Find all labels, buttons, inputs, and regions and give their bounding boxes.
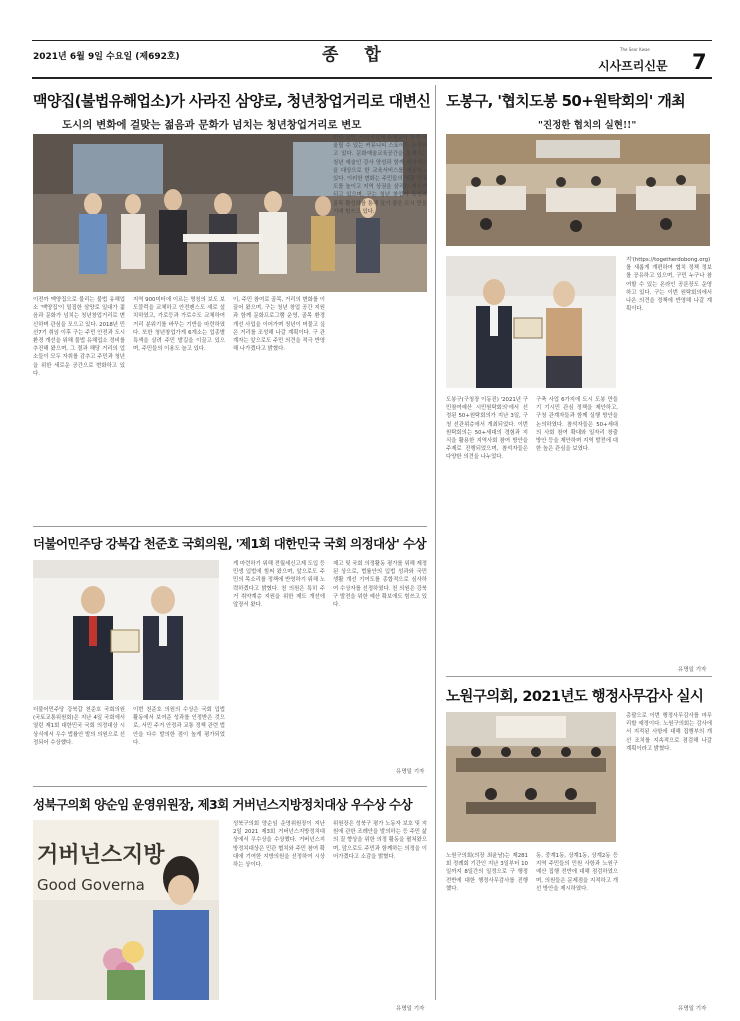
article1-body-col1: 이전까 맥양집으로 불리는 불법 유해업소 '맥양집'이 밀집한 삼양로 일대가 젊음과 문화가 넘치는 청년창업거리로 변신하며 관심을 모으고 있다. 2018년 민선7기 취임 이후 구는 주민 안전과 도시환경 개선을 위해 불법 유해업소 정비를 추진해 왔으며, 그 결과 해당 거리의 업소들이 모두 자취를 감추고 주민과 청년을 위한 새로운 공간으로 변화하고 있다. — [33, 297, 125, 377]
article2-photo-top — [446, 134, 710, 246]
article5-byline: 유명일 기자 — [396, 1006, 425, 1012]
article1-body-col2: 지역 900미터에 이르는 명칭의 보도 보도블럭을 교체하고 안전펜스도 새로 설치하였고, 가로등과 가로수도 교체하여 거리 분위기를 바꾸는 기반을 마련하였다. 또한 청년창업가게 6개소는 업종별 특색을 살려 주민 발길을 이끌고 있으며, 주민들의 이용도 늘고 있다. — [133, 297, 225, 353]
issue-date: 2021년 6월 9일 수요일 (제692호) — [33, 52, 180, 62]
article2-byline: 유명일 기자 — [678, 667, 707, 673]
article2-title: 도봉구, '협치도봉 50+원탁회의' 개최 — [446, 92, 686, 110]
paper-name-small: The Seor Kwae — [620, 47, 650, 52]
article4-body-col1: 노원구의회(의장 최윤남)는 제281회 정례회 기간인 지난 3일부터 10일까지 8일간의 일정으로 구 행정 전반에 대한 행정사무감사를 진행했다. — [446, 853, 528, 892]
paper-name: 시사프리신문 — [598, 59, 668, 73]
article4-byline: 유명일 기자 — [678, 1006, 707, 1012]
article3-title: 더불어민주당 강북갑 천준호 국회의원, '제1회 대한민국 국회 의정대상' 수상 — [33, 536, 426, 551]
article4-title: 노원구의회, 2021년도 행정사무감사 실시 — [446, 689, 704, 705]
article3-body-col1: 이번 천준호 의원의 수상은 국회 입법 활동에서 보여준 성과를 인정받은 것으로, 서민 주거 안정과 교통 정책 관련 법안을 다수 발의한 점이 높게 평가되었다. — [133, 707, 225, 746]
section-divider — [446, 676, 712, 677]
article3-caption: 더불어민주당 강북갑 천준호 국회의원(국토교통위원회)은 지난 4일 국회에서 열린 제1회 대한민국 국회 의정대상 시상식에서 우수 법률안 발의 의원으로 선정되어 수상했다. — [33, 707, 125, 746]
article3-body-col2: 게 마련하기 위해 전월세신고제 도입 등 민생 입법에 힘써 왔으며, 앞으로도 주민의 목소리를 정책에 반영하기 위해 노력하겠다고 밝혔다. 천 의원은 특히 주거 취약계층 지원을 위한 제도 개선에 앞장서 왔다. — [233, 561, 325, 609]
masthead-bottom-rule — [32, 77, 712, 79]
article4-body-col2: 동, 중계1동, 상계1동, 상계2동 등 지역 주민들의 민원 사항과 노원구 예산 집행 전반에 대해 점검하였으며, 의원들은 문제점을 지적하고 개선 방안을 제시하였다. — [536, 853, 618, 892]
article3-byline: 유명일 기자 — [396, 769, 425, 775]
section-label: 종 합 — [322, 45, 391, 65]
article5-title: 성북구의회 양순임 운영위원장, 제3회 거버넌스지방정치대상 우수상 수상 — [33, 797, 413, 812]
article4-photo — [446, 712, 616, 842]
article5-photo — [33, 820, 219, 1000]
article2-body-col1: 도봉구(구청장 이동진) '2021년 구민참여예산 시민원탁회의'에서 선정된 50+원탁회의가 지난 3일, 구청 선관위층에서 개최되었다. 이번 원탁회의는 50+세대의 경험과 지식을 활용한 지역사회 참여 방안을 주제로 진행되었으며, 참석자들은 다양한 의견을 나누었다. — [446, 397, 528, 461]
section-divider — [33, 526, 427, 527]
page-number: 7 — [692, 50, 707, 74]
article1-body-col3: 이, 주민 참여로 골목, 거리의 변화를 이끌어 왔으며, 구는 청년 창업 공간 지원과 함께 문화프로그램 운영, 골목 환경 개선 사업을 이어가며 청년이 머물고 싶은 거리를 조성해 나갈 계획이다. 구 관계자는 앞으로도 주민 의견을 적극 반영해 나가겠다고 밝혔다. — [233, 297, 325, 353]
article4-body-col3: 총괄으로 이번 행정사무감사를 마무리할 예정이다. 노원구의회는 감사에서 지적된 사항에 대해 집행부의 개선 조치를 지속적으로 점검해 나갈 계획이라고 밝혔다. — [626, 713, 712, 752]
article1-title: 맥양집(불법유해업소)가 사라진 삼양로, 청년창업거리로 대변신 — [33, 92, 431, 110]
article2-body-col3: 지'(https://togetherdobong.org)를 새롭게 개편하여 협치 정책 정보를 공유하고 있으며, 구민 누구나 참여할 수 있는 온라인 공론장도 운영하고 있다. 구는 이번 원탁회의에서 나온 의견을 정책에 반영해 나갈 계획이다. — [626, 257, 712, 313]
article3-photo — [33, 560, 219, 700]
section-divider — [33, 786, 427, 787]
article2-photo-award — [446, 256, 616, 388]
article3-body-col3: 제고 및 국회 의정활동 평가를 위해 제정된 상으로, 법률안의 입법 성과와 국민 생활 개선 기여도를 종합적으로 심사하여 수상자를 선정하였다. 천 의원은 강북구 발전을 위한 예산 확보에도 힘쓰고 있다. — [333, 561, 427, 609]
article5-body-col1: 성북구의회 양순임 운영위원장이 지난 2일 2021 제3회 거버넌스지방정치대상에서 우수상을 수상했다. 거버넌스지방정치대상은 민관 협치와 주민 참여 확대에 기여한 지방의원을 선정하여 시상하는 상이다. — [233, 821, 325, 869]
column-divider — [435, 85, 436, 1000]
article1-subtitle: 도시의 변화에 걸맞는 젊음과 문화가 넘치는 청년창업거리로 변모 — [62, 119, 362, 131]
banner-text-line2: Good Governa — [37, 876, 145, 894]
article2-subtitle: "진정한 협치의 실현!!" — [538, 120, 637, 131]
article1-body-col4: 면과 삼인, 사회적경제 주체들이 함께 어울릴 수 있는 커뮤니티 스토어도 운영되고 있다. 문화예술교육공간을 통해서는 청년 예술인 강사 양성과 함께 취약계층을 대상으로 한 교육서비스를 제공하고 있다. 이러한 변화는 주민들의 생활 만족도를 높이고 지역 상권을 살리는 계기가 되고 있으며, 구는 청년 창업가 육성과 골목 활성화를 통해 살기 좋은 도시 만들기에 힘쓰고 있다. — [333, 135, 427, 215]
article2-body-col2: 구축 사업 6가지에 도시 도봉 만들기 기시민 관심 정책을 제안하고, 구청 관계자들과 함께 실행 방안을 논의하였다. 참석자들은 50+세대의 사회 참여 확대와 일자리 창출 방안 등을 제안하며 지역 발전에 대한 높은 관심을 보였다. — [536, 397, 618, 453]
banner-text-line1: 거버넌스지방 — [37, 843, 165, 868]
article5-body-col2: 위원장은 성북구 평가 노동자 보호 및 지원에 관한 조례안을 발의하는 등 주민 삶의 질 향상을 위한 의정 활동을 펼쳐왔으며, 앞으로도 주민과 함께하는 의정을 이어가겠다고 소감을 밝혔다. — [333, 821, 427, 860]
